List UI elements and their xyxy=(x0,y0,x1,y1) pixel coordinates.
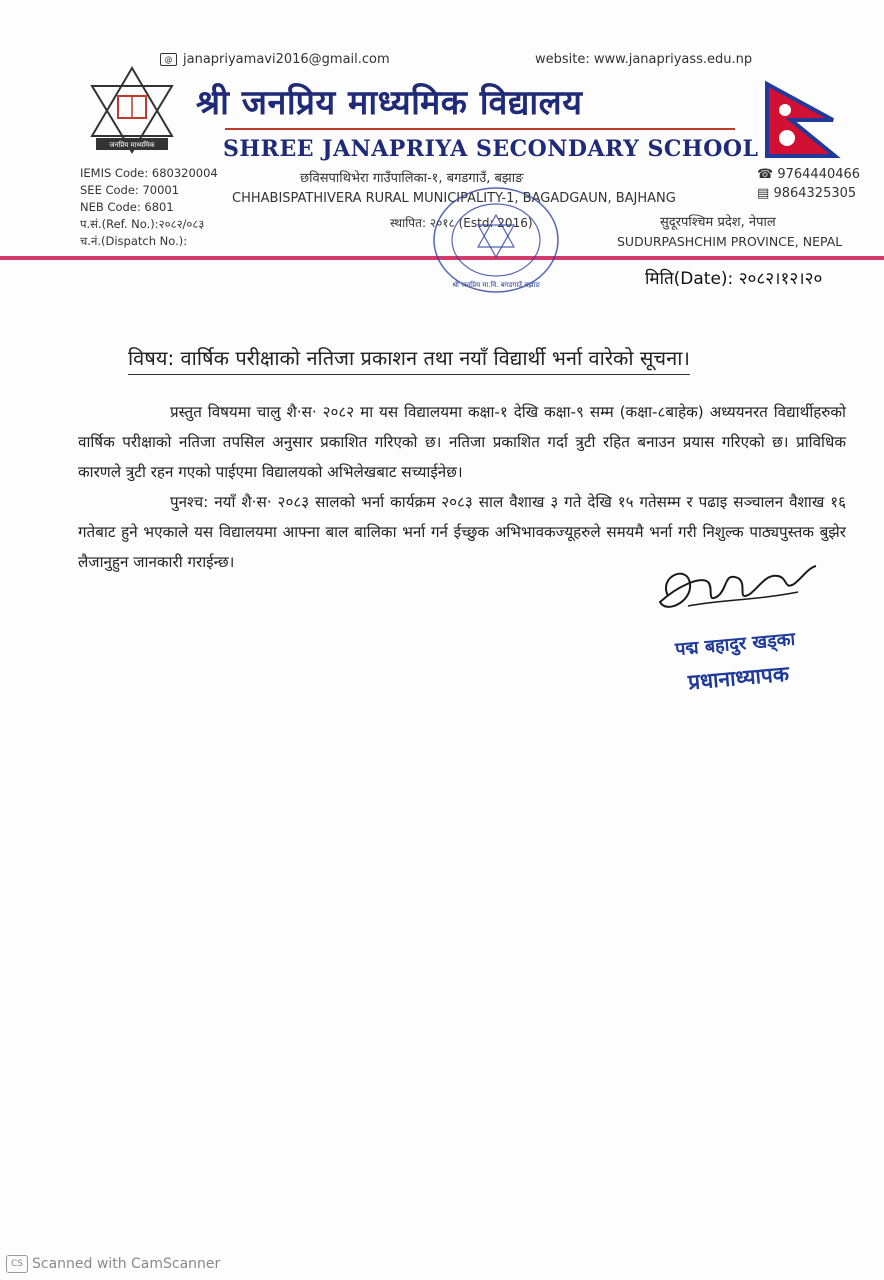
mail-icon: @ xyxy=(160,53,177,66)
ref-number: प.सं.(Ref. No.):२०८२/०८३ xyxy=(80,217,205,231)
body-paragraph-2: पुनश्च: नयाँ शै·स· २०८३ सालको भर्ना कार्यक्रम २०८३ साल वैशाख ३ गते देखि १५ गतेसम्म र पढाइ सञ्चालन वैशाख १६ गतेबाट हुने भएकाले यस विद्यालयमा आफ्ना बाल बालिका भर्ना गर्न ईच्छुक अभिभावकज्यूहरुले समयमै भर्ना गरी निशुल्क पाठ्यपुस्तक बुझेर लैजानुहुन जानकारी गराईन्छ। xyxy=(78,493,846,571)
dispatch-number: च.नं.(Dispatch No.): xyxy=(80,234,188,248)
see-code: SEE Code: 70001 xyxy=(80,183,180,197)
email-text: janapriyamavi2016@gmail.com xyxy=(183,52,390,67)
province-english: SUDURPASHCHIM PROVINCE, NEPAL xyxy=(617,234,843,249)
logo-banner-text: जनप्रिय माध्यमिक xyxy=(109,141,155,149)
iemis-code: IEMIS Code: 680320004 xyxy=(80,166,218,180)
school-logo xyxy=(86,64,178,156)
notice-date: मिति(Date): २०८२।१२।२० xyxy=(645,269,823,289)
established-year: स्थापित: २०१८ (Estd: 2016) xyxy=(390,216,533,230)
school-name-english: SHREE JANAPRIYA SECONDARY SCHOOL xyxy=(223,136,759,162)
address-english: CHHABISPATHIVERA RURAL MUNICIPALITY-1, BAGADGAUN, BAJHANG xyxy=(232,191,676,206)
province-nepali: सुदूरपश्चिम प्रदेश, नेपाल xyxy=(660,215,776,230)
camscanner-logo-icon: CS xyxy=(6,1255,28,1273)
signatory-title: प्रधानाध्यापक xyxy=(687,661,790,695)
school-stamp xyxy=(430,185,562,295)
phone-line-1: ☎ 9764440466 xyxy=(757,167,861,182)
phone-icon: ☎ xyxy=(757,167,774,182)
nepal-flag-icon xyxy=(763,80,843,160)
signature xyxy=(648,556,818,626)
notice-subject: विषय: वार्षिक परीक्षाको नतिजा प्रकाशन तथा नयाँ विद्यार्थी भर्ना वारेको सूचना। xyxy=(128,344,690,375)
body-paragraph-1: प्रस्तुत विषयमा चालु शै·स· २०८२ मा यस विद्यालयमा कक्षा-१ देखि कक्षा-९ सम्म (कक्षा-८बाहेक) अध्ययनरत विद्यार्थीहरुको वार्षिक परीक्षाको नतिजा तपसिल अनुसार प्रकाशित गरिएको छ। नतिजा प्रकाशित गर्दा त्रुटी रहित बनाउन प्रयास गरिएको छ। प्राविधिक कारणले त्रुटी रहन गएको पाईएमा विद्यालयको अभिलेखबाट सच्याईनेछ। xyxy=(78,403,846,481)
mobile-icon: ▤ xyxy=(757,186,770,201)
signatory-name: पद्म बहादुर खड्का xyxy=(674,628,796,661)
title-divider xyxy=(225,128,735,130)
phone-numbers xyxy=(757,165,860,203)
phone-line-2: ▤ 9864325305 xyxy=(757,186,857,201)
scanner-watermark xyxy=(6,1255,220,1273)
scanner-text: Scanned with CamScanner xyxy=(32,1256,221,1272)
school-name-nepali: श्री जनप्रिय माध्यमिक विद्यालय xyxy=(196,83,583,123)
neb-code: NEB Code: 6801 xyxy=(80,200,174,214)
website-text: website: www.janapriyass.edu.np xyxy=(535,52,753,67)
notice-body xyxy=(78,397,846,577)
stamp-text: श्री जनप्रिय मा.वि. बगडगाउँ बझाङ xyxy=(452,281,540,289)
school-codes xyxy=(80,165,218,250)
email-line xyxy=(160,52,390,67)
address-nepali: छविसपाथिभेरा गाउँपालिका-१, बगडगाउँ, बझाङ xyxy=(300,171,524,186)
